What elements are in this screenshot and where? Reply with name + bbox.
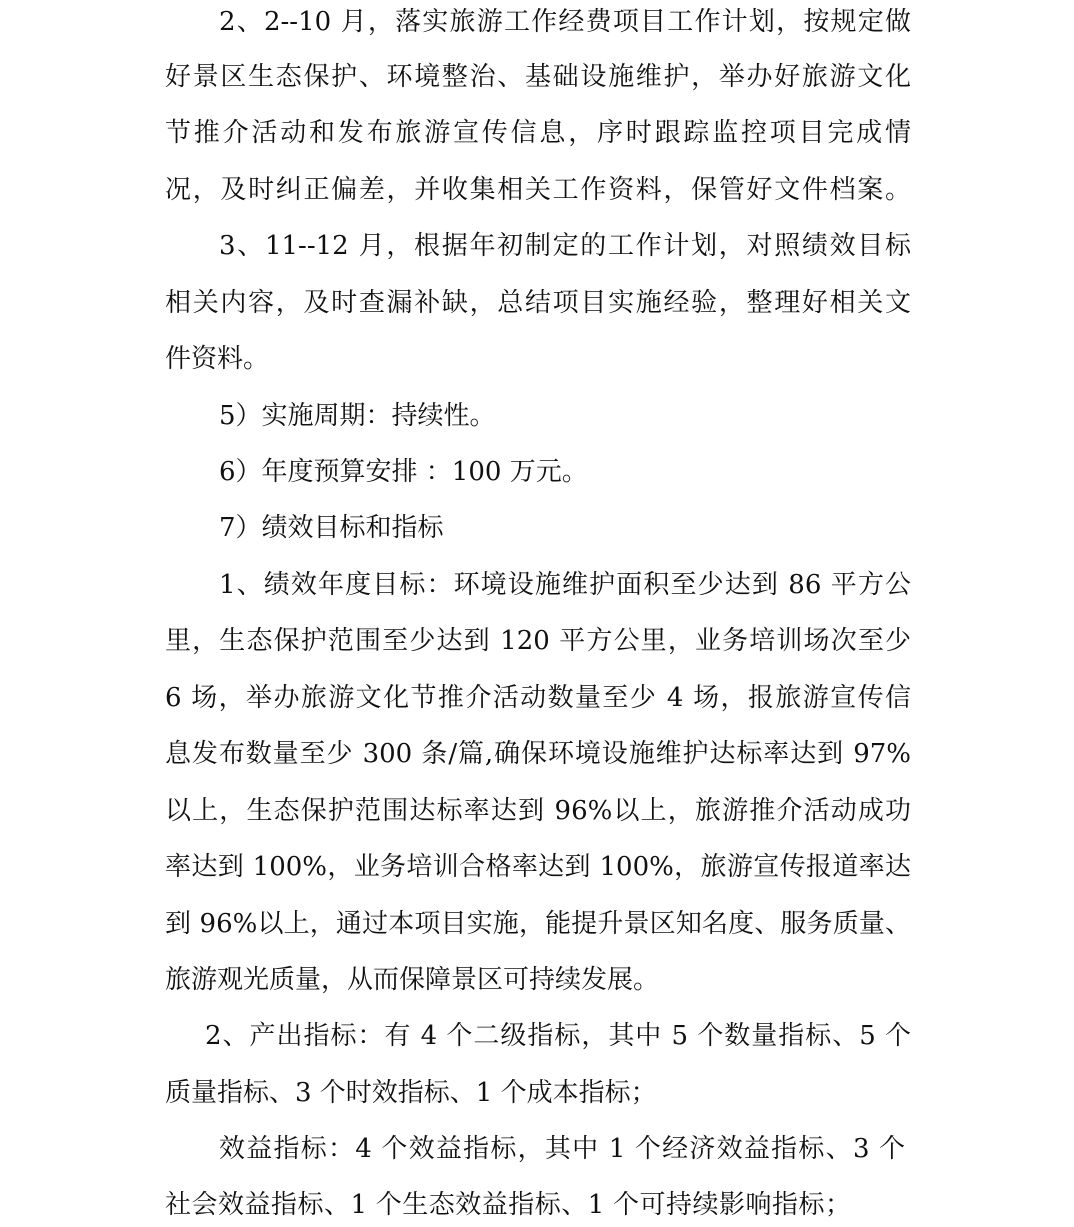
text-line-content: 率达到 100%，业务培训合格率达到 100%，旅游宣传报道率达 [165, 852, 911, 882]
text-line [0, 1016, 1074, 1056]
text-line [0, 960, 1074, 1000]
text-line [0, 113, 1074, 153]
text-line [0, 904, 1074, 944]
text-line-content: 相关内容，及时查漏补缺，总结项目实施经验，整理好相关文 [165, 288, 911, 318]
text-line [0, 396, 1074, 436]
text-line [0, 621, 1074, 661]
text-line-content: 件资料。 [165, 344, 270, 374]
text-line [0, 1185, 1074, 1225]
text-line-content: 2、产出指标：有 4 个二级指标，其中 5 个数量指标、5 个 [205, 1021, 911, 1051]
text-line-content: 质量指标、3 个时效指标、1 个成本指标； [165, 1078, 657, 1108]
text-line-content: 3、11--12 月，根据年初制定的工作计划，对照绩效目标 [219, 231, 911, 261]
text-line-content: 旅游观光质量，从而保障景区可持续发展。 [165, 965, 660, 995]
text-line-content: 效益指标：4 个效益指标，其中 1 个经济效益指标、3 个 [219, 1134, 905, 1164]
text-line [0, 57, 1074, 97]
text-line-content: 好景区生态保护、环境整治、基础设施维护，举办好旅游文化 [165, 62, 911, 92]
text-line-content: 6 场，举办旅游文化节推介活动数量至少 4 场，报旅游宣传信 [165, 683, 911, 713]
text-line [0, 1073, 1074, 1113]
text-line-content: 节推介活动和发布旅游宣传信息，序时跟踪监控项目完成情 [165, 118, 911, 148]
text-line [0, 452, 1074, 492]
text-line [0, 678, 1074, 718]
text-line-content: 5）实施周期：持续性。 [219, 401, 496, 431]
text-line [0, 2, 1074, 42]
text-line-content: 6）年度预算安排 ：100 万元。 [219, 457, 588, 487]
text-line-content: 里，生态保护范围至少达到 120 平方公里，业务培训场次至少 [165, 626, 911, 656]
text-line [0, 791, 1074, 831]
text-line-content: 息发布数量至少 300 条/篇,确保环境设施维护达标率达到 97% [165, 739, 911, 769]
text-line [0, 734, 1074, 774]
text-line [0, 565, 1074, 605]
text-line-content: 况，及时纠正偏差，并收集相关工作资料，保管好文件档案。 [165, 175, 911, 205]
text-line [0, 170, 1074, 210]
text-line [0, 508, 1074, 548]
text-line [0, 847, 1074, 887]
text-line-content: 1、绩效年度目标：环境设施维护面积至少达到 86 平方公 [219, 570, 911, 600]
text-line [0, 339, 1074, 379]
text-line [0, 1129, 1074, 1169]
text-line-content: 社会效益指标、1 个生态效益指标、1 个可持续影响指标； [165, 1190, 851, 1220]
text-line [0, 283, 1074, 323]
text-line [0, 226, 1074, 266]
text-line-content: 7）绩效目标和指标 [219, 513, 444, 543]
text-line-content: 以上，生态保护范围达标率达到 96%以上，旅游推介活动成功 [165, 796, 911, 826]
text-line-content: 2、2--10 月，落实旅游工作经费项目工作计划，按规定做 [219, 7, 911, 37]
text-line-content: 到 96%以上，通过本项目实施，能提升景区知名度、服务质量、 [165, 909, 911, 939]
